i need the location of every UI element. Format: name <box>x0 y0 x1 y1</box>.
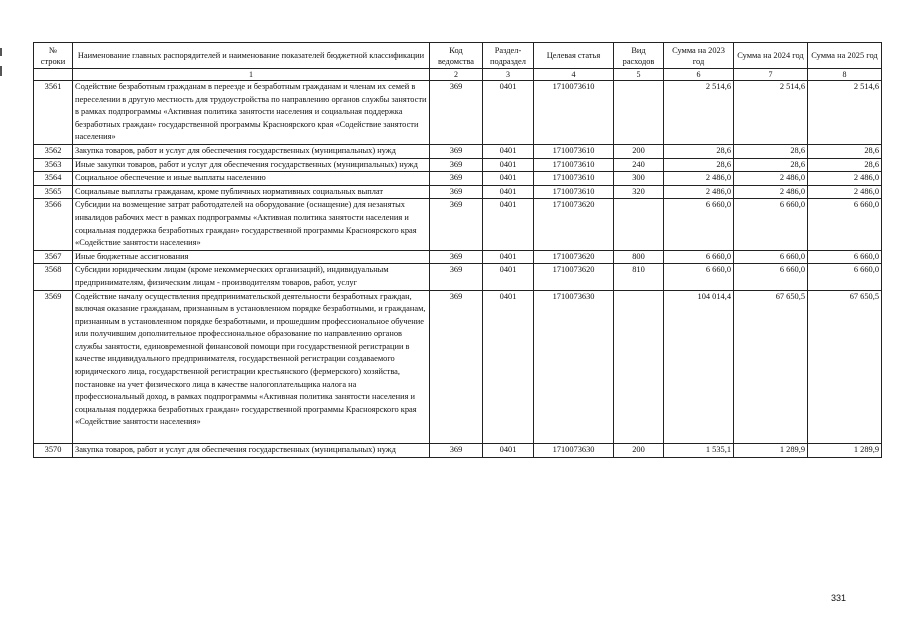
table-row <box>34 144 882 158</box>
row-sum-2023: 6 660,0 <box>664 199 734 250</box>
column-number: 1 <box>73 69 430 81</box>
table-row <box>34 81 882 145</box>
table-row <box>34 158 882 172</box>
row-sum-2024: 6 660,0 <box>734 199 808 250</box>
row-name: Закупка товаров, работ и услуг для обеспечения государственных (муниципальных) нужд <box>73 444 430 458</box>
row-dept-code: 369 <box>430 81 483 145</box>
column-number-blank <box>34 69 73 81</box>
row-sum-2024: 2 514,6 <box>734 81 808 145</box>
row-expense-kind: 810 <box>614 264 664 290</box>
header-sum-2023: Сумма на 2023 год <box>664 43 734 69</box>
row-sum-2025: 2 514,6 <box>808 81 882 145</box>
header-expense-kind: Вид расходов <box>614 43 664 69</box>
row-number: 3566 <box>34 199 73 250</box>
column-number: 3 <box>483 69 534 81</box>
row-dept-code: 369 <box>430 172 483 186</box>
row-dept-code: 369 <box>430 250 483 264</box>
column-number: 4 <box>534 69 614 81</box>
row-sum-2024: 28,6 <box>734 144 808 158</box>
margin-mark-bottom <box>0 66 2 76</box>
row-sum-2025: 2 486,0 <box>808 172 882 186</box>
header-sum-2025: Сумма на 2025 год <box>808 43 882 69</box>
header-row <box>34 43 882 69</box>
row-number: 3563 <box>34 158 73 172</box>
table-row <box>34 172 882 186</box>
table-row <box>34 444 882 458</box>
budget-table <box>33 42 882 458</box>
margin-mark-top <box>0 48 2 56</box>
row-sum-2023: 2 514,6 <box>664 81 734 145</box>
page-number: 331 <box>831 593 847 603</box>
row-number: 3569 <box>34 290 73 444</box>
row-sum-2023: 6 660,0 <box>664 264 734 290</box>
row-number: 3565 <box>34 185 73 199</box>
row-number: 3570 <box>34 444 73 458</box>
row-target-article: 1710073620 <box>534 264 614 290</box>
row-name: Социальное обеспечение и иные выплаты населению <box>73 172 430 186</box>
row-number: 3562 <box>34 144 73 158</box>
row-target-article: 1710073630 <box>534 290 614 444</box>
row-sum-2024: 1 289,9 <box>734 444 808 458</box>
row-name: Содействие началу осуществления предпринимательской деятельности безработных граждан, включая оказание гражданам, признанным в установленном порядке безработными, и гражданам, признанным в установленном порядке безработными, и прошедшим профессиональное обучение или получившим дополнительное профессиональное образование по направлению органов службы занятости, единовременной финансовой помощи при государственной регистрации в качестве индивидуального предпринимателя, государственной регистрации создаваемого юридического лица, государственной регистрации крестьянского (фермерского) хозяйства, постановке на учет физического лица в качестве налогоплательщика налога на профессиональный доход, в рамках подпрограммы «Активная политика занятости населения и социальная поддержка безработных граждан» государственной программы Красноярского края «Содействие занятости населения» <box>73 290 430 444</box>
row-expense-kind <box>614 290 664 444</box>
row-section: 0401 <box>483 185 534 199</box>
row-sum-2025: 6 660,0 <box>808 199 882 250</box>
row-number: 3561 <box>34 81 73 145</box>
row-name: Субсидии юридическим лицам (кроме некоммерческих организаций), индивидуальным предпринимателям, физическим лицам - производителям товаров, работ, услуг <box>73 264 430 290</box>
row-dept-code: 369 <box>430 158 483 172</box>
row-sum-2025: 2 486,0 <box>808 185 882 199</box>
row-section: 0401 <box>483 444 534 458</box>
row-name: Закупка товаров, работ и услуг для обеспечения государственных (муниципальных) нужд <box>73 144 430 158</box>
row-sum-2024: 2 486,0 <box>734 172 808 186</box>
row-expense-kind <box>614 199 664 250</box>
row-name: Субсидии на возмещение затрат работодателей на оборудование (оснащение) для незанятых инвалидов рабочих мест в рамках подпрограммы «Активная политика занятости населения и социальная поддержка безработных граждан» государственной программы Красноярского края «Содействие занятости населения» <box>73 199 430 250</box>
row-sum-2023: 28,6 <box>664 144 734 158</box>
row-section: 0401 <box>483 199 534 250</box>
row-sum-2024: 2 486,0 <box>734 185 808 199</box>
row-target-article: 1710073610 <box>534 158 614 172</box>
row-sum-2025: 1 289,9 <box>808 444 882 458</box>
row-name: Иные закупки товаров, работ и услуг для обеспечения государственных (муниципальных) нужд <box>73 158 430 172</box>
row-expense-kind: 240 <box>614 158 664 172</box>
header-row-number: № строки <box>34 43 73 69</box>
row-sum-2023: 2 486,0 <box>664 185 734 199</box>
header-sum-2024: Сумма на 2024 год <box>734 43 808 69</box>
row-section: 0401 <box>483 144 534 158</box>
row-section: 0401 <box>483 250 534 264</box>
row-expense-kind: 200 <box>614 144 664 158</box>
row-sum-2023: 104 014,4 <box>664 290 734 444</box>
row-sum-2025: 67 650,5 <box>808 290 882 444</box>
row-dept-code: 369 <box>430 185 483 199</box>
header-dept-code: Код ведомства <box>430 43 483 69</box>
row-expense-kind: 300 <box>614 172 664 186</box>
row-sum-2024: 6 660,0 <box>734 264 808 290</box>
row-sum-2023: 2 486,0 <box>664 172 734 186</box>
row-expense-kind: 200 <box>614 444 664 458</box>
row-section: 0401 <box>483 290 534 444</box>
row-target-article: 1710073610 <box>534 185 614 199</box>
column-number: 5 <box>614 69 664 81</box>
row-section: 0401 <box>483 81 534 145</box>
row-sum-2023: 1 535,1 <box>664 444 734 458</box>
row-sum-2025: 6 660,0 <box>808 264 882 290</box>
row-sum-2025: 28,6 <box>808 144 882 158</box>
row-dept-code: 369 <box>430 264 483 290</box>
row-expense-kind: 320 <box>614 185 664 199</box>
row-target-article: 1710073620 <box>534 199 614 250</box>
column-number-row <box>34 69 882 81</box>
row-dept-code: 369 <box>430 290 483 444</box>
row-sum-2024: 67 650,5 <box>734 290 808 444</box>
row-dept-code: 369 <box>430 199 483 250</box>
row-number: 3567 <box>34 250 73 264</box>
row-target-article: 1710073610 <box>534 144 614 158</box>
row-name: Социальные выплаты гражданам, кроме публичных нормативных социальных выплат <box>73 185 430 199</box>
row-section: 0401 <box>483 172 534 186</box>
table-row <box>34 264 882 290</box>
row-name: Содействие безработным гражданам в переезде и безработным гражданам и членам их семей в переселении в другую местность для трудоустройства по направлению органов службы занятости в рамках подпрограммы «Активная политика занятости населения и социальная поддержка безработных граждан» государственной программы Красноярского края «Содействие занятости населения» <box>73 81 430 145</box>
row-sum-2025: 28,6 <box>808 158 882 172</box>
column-number: 8 <box>808 69 882 81</box>
row-sum-2023: 6 660,0 <box>664 250 734 264</box>
table-row <box>34 250 882 264</box>
row-target-article: 1710073610 <box>534 81 614 145</box>
row-target-article: 1710073620 <box>534 250 614 264</box>
row-target-article: 1710073630 <box>534 444 614 458</box>
row-sum-2024: 6 660,0 <box>734 250 808 264</box>
table-row <box>34 290 882 444</box>
row-expense-kind: 800 <box>614 250 664 264</box>
header-section: Раздел-подраздел <box>483 43 534 69</box>
row-dept-code: 369 <box>430 444 483 458</box>
row-sum-2024: 28,6 <box>734 158 808 172</box>
row-number: 3568 <box>34 264 73 290</box>
row-section: 0401 <box>483 264 534 290</box>
column-number: 2 <box>430 69 483 81</box>
row-number: 3564 <box>34 172 73 186</box>
table-row <box>34 199 882 250</box>
table-row <box>34 185 882 199</box>
row-name: Иные бюджетные ассигнования <box>73 250 430 264</box>
row-expense-kind <box>614 81 664 145</box>
header-name: Наименование главных распорядителей и наименование показателей бюджетной классификации <box>73 43 430 69</box>
column-number: 6 <box>664 69 734 81</box>
header-target-article: Целевая статья <box>534 43 614 69</box>
row-section: 0401 <box>483 158 534 172</box>
row-sum-2023: 28,6 <box>664 158 734 172</box>
row-target-article: 1710073610 <box>534 172 614 186</box>
column-number: 7 <box>734 69 808 81</box>
row-sum-2025: 6 660,0 <box>808 250 882 264</box>
row-dept-code: 369 <box>430 144 483 158</box>
